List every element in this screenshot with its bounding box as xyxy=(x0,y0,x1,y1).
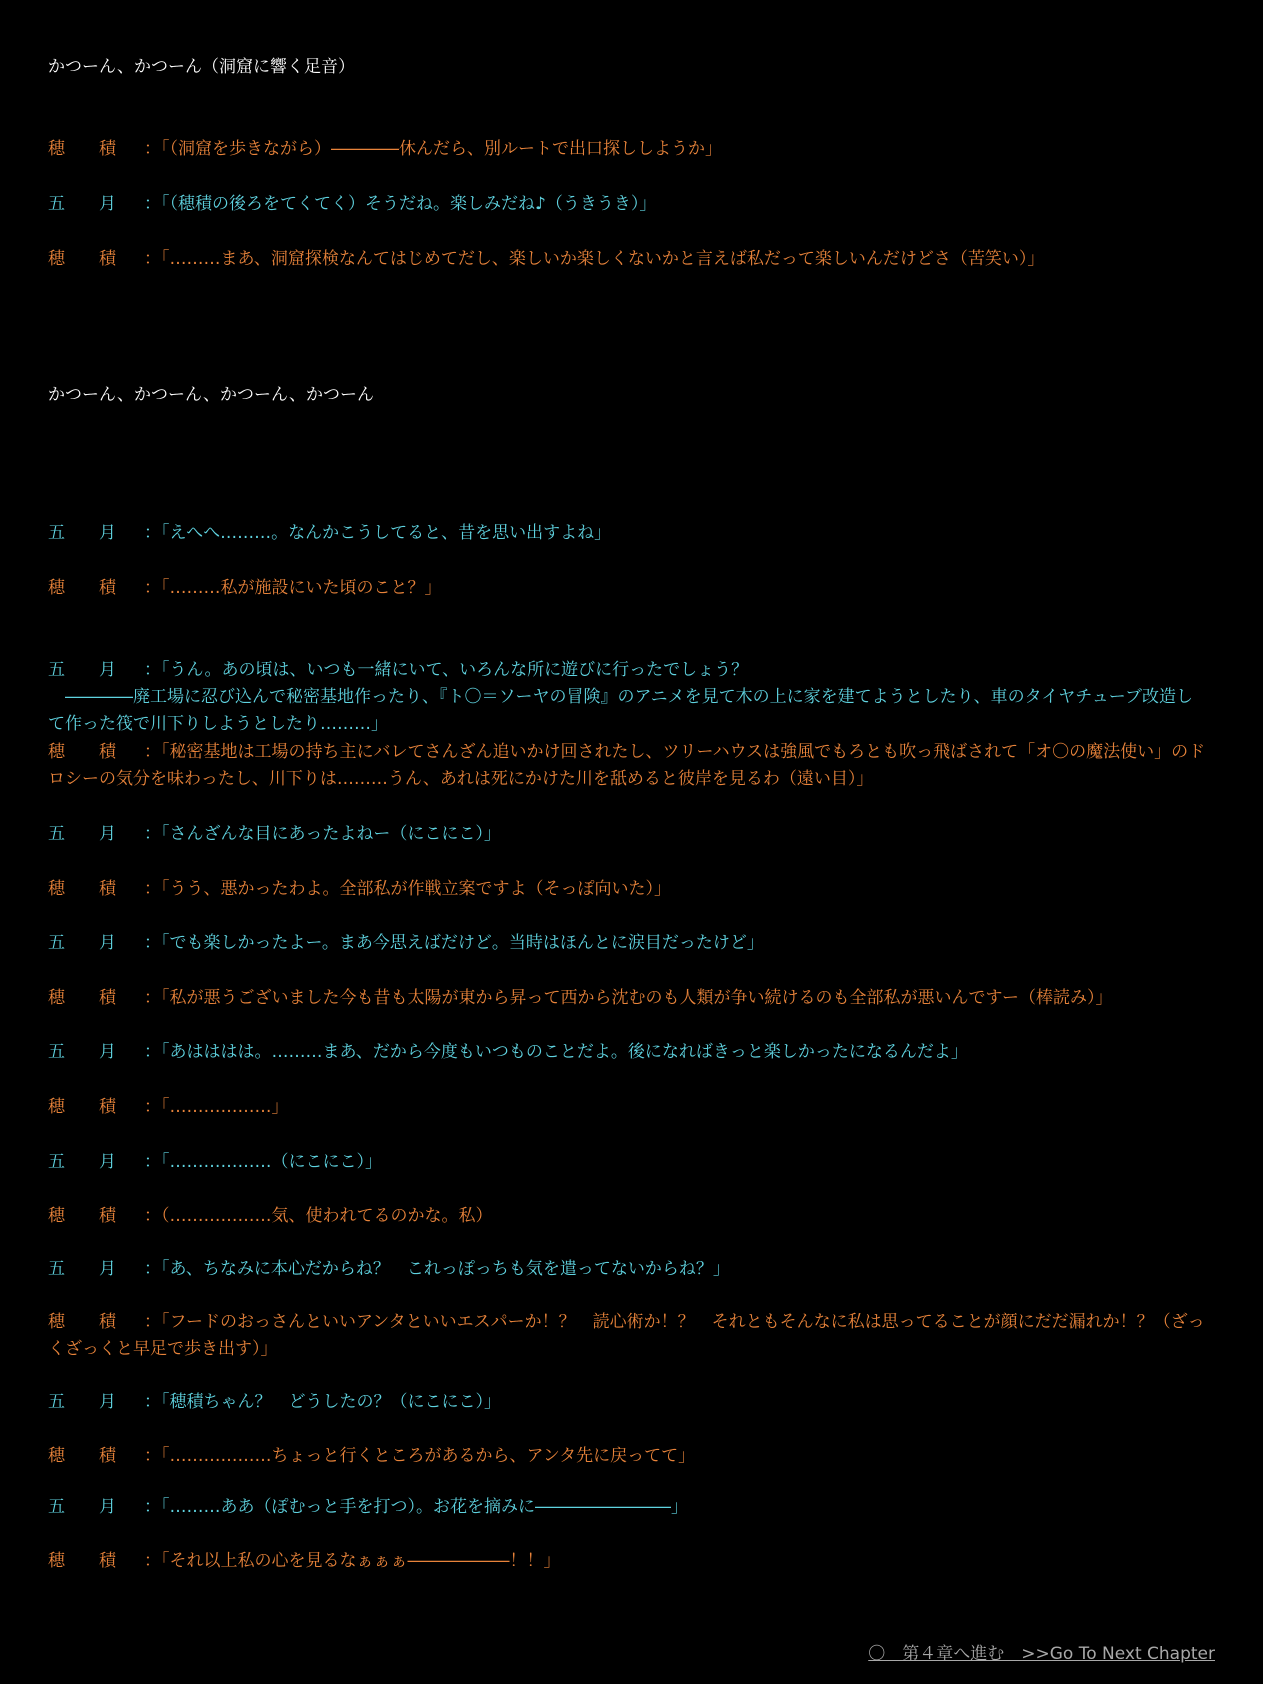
dialogue-line xyxy=(48,630,1208,738)
speaker-satsuki: 五 月 xyxy=(48,1042,116,1062)
dialogue-line xyxy=(48,520,1208,547)
speaker-hozumi: 穂 積 xyxy=(48,1206,116,1226)
dialogue-line xyxy=(48,1149,1208,1176)
speaker-hozumi: 穂 積 xyxy=(48,1446,116,1466)
dialogue-line xyxy=(48,1443,1208,1470)
speaker-separator: ： xyxy=(144,879,161,899)
dialogue-text: 「えへへ………。なんかこうしてると、昔を思い出すよね」 xyxy=(161,523,612,543)
speaker-separator: ： xyxy=(144,1497,161,1517)
speaker-separator: ： xyxy=(144,742,161,762)
next-chapter-link[interactable]: 〇 第４章へ進む >>Go To Next Chapter xyxy=(868,1644,1215,1664)
dialogue-line xyxy=(48,191,1208,218)
dialogue-text: 「さんざんな目にあったよねー（にこにこ）」 xyxy=(161,824,501,844)
speaker-hozumi: 穂 積 xyxy=(48,879,116,899)
dialogue-text: 「………………（にこにこ）」 xyxy=(161,1152,382,1172)
dialogue-line xyxy=(48,1094,1208,1121)
speaker-hozumi: 穂 積 xyxy=(48,742,116,762)
speaker-satsuki: 五 月 xyxy=(48,933,116,953)
speaker-hozumi: 穂 積 xyxy=(48,1097,116,1117)
speaker-satsuki: 五 月 xyxy=(48,1152,116,1172)
dialogue-text: 「………私が施設にいた頃のこと？」 xyxy=(161,578,442,598)
speaker-separator: ： xyxy=(144,1446,161,1466)
dialogue-line xyxy=(48,985,1208,1012)
dialogue-line xyxy=(48,1389,1208,1416)
dialogue-line xyxy=(48,930,1208,957)
narration-footsteps: かつーん、かつーん（洞窟に響く足音） xyxy=(48,57,356,77)
speaker-hozumi: 穂 積 xyxy=(48,139,116,159)
dialogue-line xyxy=(48,136,1208,163)
dialogue-text: 「………まあ、洞窟探検なんてはじめてだし、楽しいか楽しくないかと言えば私だって楽しいんだけどさ（苦笑い）」 xyxy=(161,249,1045,269)
speaker-satsuki: 五 月 xyxy=(48,1392,116,1412)
dialogue-line xyxy=(48,1039,1208,1066)
speaker-satsuki: 五 月 xyxy=(48,194,116,214)
speaker-separator: ： xyxy=(144,578,161,598)
speaker-separator: ： xyxy=(144,194,161,214)
speaker-separator: ： xyxy=(144,1392,161,1412)
dialogue-line xyxy=(48,821,1208,848)
dialogue-text: 「あはははは。………まあ、だから今度もいつものことだよ。後になればきっと楽しかったになるんだよ」 xyxy=(161,1042,968,1062)
dialogue-line xyxy=(48,1256,1208,1283)
speaker-separator: ： xyxy=(144,249,161,269)
dialogue-text: 「（洞窟を歩きながら）――――休んだら、別ルートで出口探ししようか」 xyxy=(161,139,722,159)
dialogue-text: 「フードのおっさんといいアンタといいエスパーか！？ 読心術か！？ それともそんなに私は思ってることが顔にだだ漏れか！？（ざっくざっくと早足で歩き出す）」 xyxy=(48,1312,1205,1359)
speaker-hozumi: 穂 積 xyxy=(48,578,116,598)
speaker-hozumi: 穂 積 xyxy=(48,988,116,1008)
speaker-separator: ： xyxy=(144,1259,161,1279)
speaker-separator: ： xyxy=(144,139,161,159)
speaker-separator: ： xyxy=(144,933,161,953)
dialogue-text: 「うう、悪かったわよ。全部私が作戦立案ですよ（そっぽ向いた）」 xyxy=(161,879,671,899)
dialogue-line xyxy=(48,246,1208,273)
dialogue-line xyxy=(48,1309,1208,1363)
speaker-separator: ： xyxy=(144,1206,161,1226)
dialogue-text: 「あ、ちなみに本心だからね？ これっぽっちも気を遣ってないからね？」 xyxy=(161,1259,730,1279)
speaker-satsuki: 五 月 xyxy=(48,1259,116,1279)
dialogue-line xyxy=(48,1203,1208,1230)
dialogue-line xyxy=(48,739,1208,793)
dialogue-line xyxy=(48,1494,1208,1521)
speaker-satsuki: 五 月 xyxy=(48,1497,116,1517)
speaker-hozumi: 穂 積 xyxy=(48,249,116,269)
dialogue-text: 「秘密基地は工場の持ち主にバレてさんざん追いかけ回されたし、ツリーハウスは強風でもろとも吹っ飛ばされて「オ〇の魔法使い」のドロシーの気分を味わったし、川下りは………うん、あれは死にかけた川を舐めると彼岸を見るわ（遠い目）」 xyxy=(48,742,1206,789)
speaker-separator: ： xyxy=(144,1152,161,1172)
narration-footsteps: かつーん、かつーん、かつーん、かつーん xyxy=(48,385,375,405)
speaker-hozumi: 穂 積 xyxy=(48,1312,116,1332)
speaker-hozumi: 穂 積 xyxy=(48,1551,116,1571)
speaker-satsuki: 五 月 xyxy=(48,824,116,844)
dialogue-text: 「（穂積の後ろをてくてく）そうだね。楽しみだね♪（うきうき）」 xyxy=(161,194,657,214)
speaker-separator: ： xyxy=(144,1097,161,1117)
dialogue-text: 「………ああ（ぽむっと手を打つ）。お花を摘みに――――――――」 xyxy=(161,1497,688,1517)
dialogue-line xyxy=(48,876,1208,903)
dialogue-text: （………………気、使われてるのかな。私） xyxy=(161,1206,493,1226)
speaker-separator: ： xyxy=(144,1042,161,1062)
dialogue-line xyxy=(48,575,1208,602)
dialogue-text: 「………………」 xyxy=(161,1097,289,1117)
dialogue-text: 「それ以上私の心を見るなぁぁぁ――――――！！」 xyxy=(161,1551,561,1571)
speaker-separator: ： xyxy=(144,824,161,844)
speaker-separator: ： xyxy=(144,1551,161,1571)
speaker-separator: ： xyxy=(144,523,161,543)
dialogue-line xyxy=(48,1548,1208,1575)
dialogue-text: 「うん。あの頃は、いつも一緒にいて、いろんな所に遊びに行ったでしょう？ ――――廃工場に忍び込んで秘密基地作ったり、『ト〇＝ソーヤの冒険』のアニメを見て木の上に家を建てようとしたり、車のタイヤチューブ改造して作った筏で川下りしようとしたり………」 xyxy=(48,660,1193,734)
dialogue-text: 「………………ちょっと行くところがあるから、アンタ先に戻ってて」 xyxy=(161,1446,696,1466)
speaker-separator: ： xyxy=(144,988,161,1008)
speaker-satsuki: 五 月 xyxy=(48,523,116,543)
dialogue-text: 「でも楽しかったよー。まあ今思えばだけど。当時はほんとに涙目だったけど」 xyxy=(161,933,764,953)
speaker-separator: ： xyxy=(144,1312,161,1332)
speaker-separator: ： xyxy=(144,660,161,680)
dialogue-text: 「穂積ちゃん？ どうしたの？（にこにこ）」 xyxy=(161,1392,501,1412)
dialogue-text: 「私が悪うございました今も昔も太陽が東から昇って西から沈むのも人類が争い続けるのも全部私が悪いんですー（棒読み）」 xyxy=(161,988,1113,1008)
speaker-satsuki: 五 月 xyxy=(48,660,116,680)
